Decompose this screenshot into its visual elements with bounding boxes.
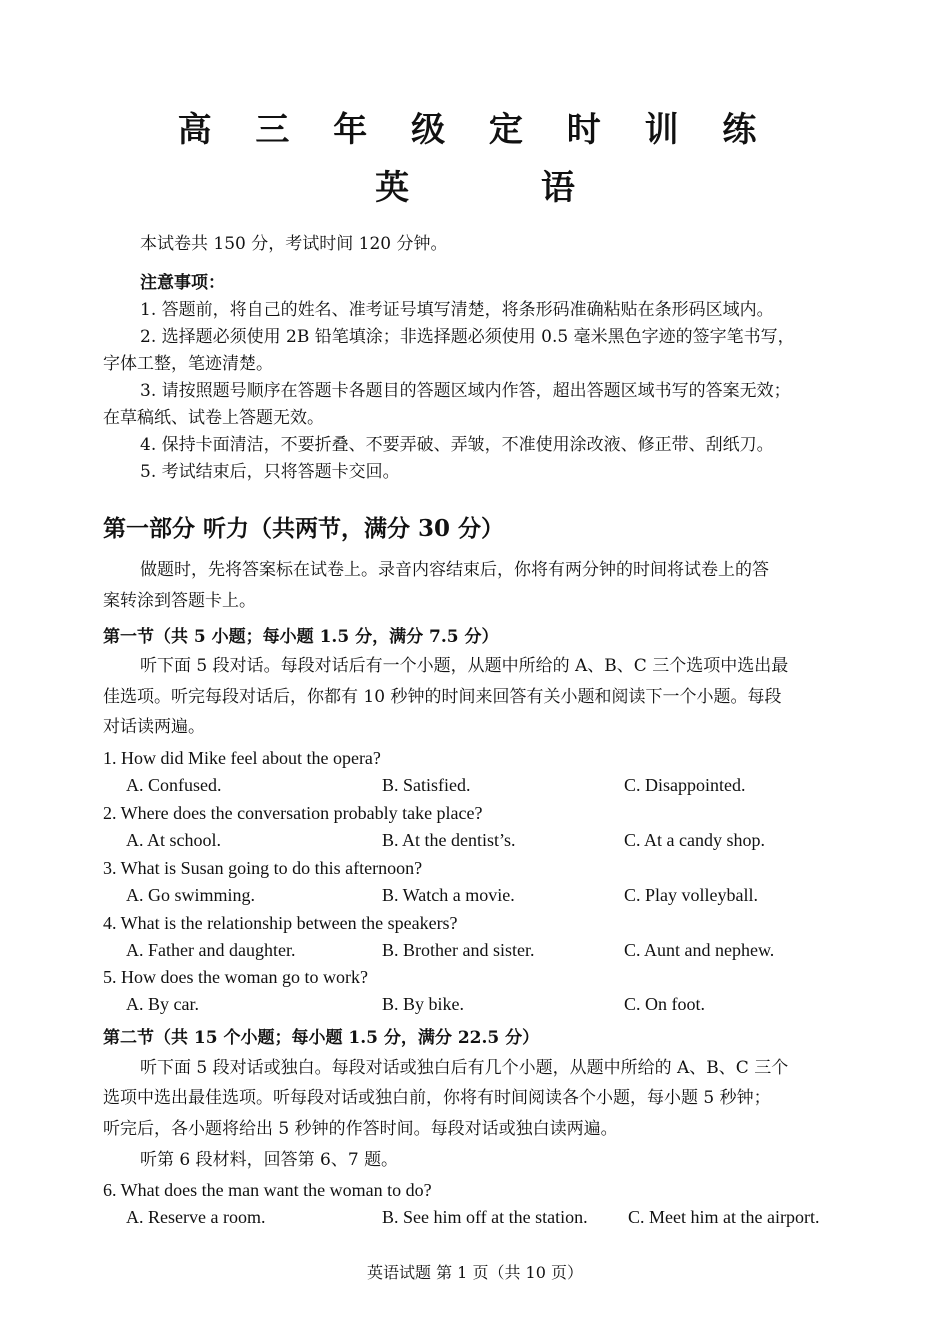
option-b: B. At the dentist’s. <box>382 830 516 850</box>
option-a: A. Reserve a room. <box>126 1207 266 1227</box>
part1-instruction: 案转涂到答题卡上。 <box>103 591 256 611</box>
option-c: C. Aunt and nephew. <box>624 940 775 960</box>
part1-heading: 第一部分 听力（共两节，满分 30 分） <box>103 515 505 542</box>
section1-instruction: 对话读两遍。 <box>103 717 205 737</box>
option-b: B. Watch a movie. <box>382 885 515 905</box>
question-stem: 4. What is the relationship between the speakers? <box>103 913 458 933</box>
note-item: 2. 选择题必须使用 2B 铅笔填涂；非选择题必须使用 0.5 毫米黑色字迹的签字笔书写， <box>140 327 795 347</box>
question-stem: 6. What does the man want the woman to do? <box>103 1180 432 1200</box>
note-item: 1. 答题前，将自己的姓名、准考证号填写清楚，将条形码准确粘贴在条形码区域内。 <box>140 300 774 320</box>
section1-instruction: 佳选项。听完每段对话后，你都有 10 秒钟的时间来回答有关小题和阅读下一个小题。每段 <box>103 687 782 707</box>
note-item: 4. 保持卡面清洁，不要折叠、不要弄破、弄皱，不准使用涂改液、修正带、刮纸刀。 <box>140 435 774 455</box>
material-note: 听第 6 段材料，回答第 6、7 题。 <box>140 1150 399 1170</box>
exam-title: 高 三 年 级 定 时 训 练 <box>177 110 773 150</box>
subject-title: 英 语 <box>375 168 635 208</box>
notes-heading: 注意事项： <box>140 273 225 293</box>
section2-instruction: 听完后，各小题将给出 5 秒钟的作答时间。每段对话或独白读两遍。 <box>103 1119 618 1139</box>
option-c: C. On foot. <box>624 994 705 1014</box>
note-item: 5. 考试结束后，只将答题卡交回。 <box>140 462 400 482</box>
note-item-continued: 在草稿纸、试卷上答题无效。 <box>103 408 324 428</box>
option-c: C. Disappointed. <box>624 775 746 795</box>
section1-instruction: 听下面 5 段对话。每段对话后有一个小题，从题中所给的 A、B、C 三个选项中选出最 <box>140 656 789 676</box>
question-stem: 5. How does the woman go to work? <box>103 967 368 987</box>
section2-instruction: 选项中选出最佳选项。听每段对话或独白前，你将有时间阅读各个小题，每小题 5 秒钟； <box>103 1088 771 1108</box>
question-stem: 2. Where does the conversation probably take place? <box>103 803 483 823</box>
option-a: A. Father and daughter. <box>126 940 296 960</box>
option-a: A. Confused. <box>126 775 222 795</box>
note-item-continued: 字体工整，笔迹清楚。 <box>103 354 273 374</box>
option-c: C. Play volleyball. <box>624 885 758 905</box>
option-b: B. See him off at the station. <box>382 1207 588 1227</box>
option-b: B. Satisfied. <box>382 775 471 795</box>
section1-heading: 第一节（共 5 小题；每小题 1.5 分，满分 7.5 分） <box>103 627 499 647</box>
option-b: B. By bike. <box>382 994 465 1014</box>
exam-intro: 本试卷共 150 分，考试时间 120 分钟。 <box>140 234 448 254</box>
question-stem: 1. How did Mike feel about the opera? <box>103 748 381 768</box>
question-stem: 3. What is Susan going to do this afternoon? <box>103 858 423 878</box>
section2-instruction: 听下面 5 段对话或独白。每段对话或独白后有几个小题，从题中所给的 A、B、C 三个 <box>140 1058 789 1078</box>
option-b: B. Brother and sister. <box>382 940 535 960</box>
option-a: A. Go swimming. <box>126 885 256 905</box>
note-item: 3. 请按照题号顺序在答题卡各题目的答题区域内作答，超出答题区域书写的答案无效； <box>140 381 791 401</box>
option-c: C. Meet him at the airport. <box>628 1207 820 1227</box>
option-c: C. At a candy shop. <box>624 830 765 850</box>
page-footer: 英语试题 第 1 页（共 10 页） <box>367 1263 583 1282</box>
option-a: A. At school. <box>126 830 222 850</box>
section2-heading: 第二节（共 15 个小题；每小题 1.5 分，满分 22.5 分） <box>103 1028 540 1048</box>
option-a: A. By car. <box>126 994 199 1014</box>
part1-instruction: 做题时，先将答案标在试卷上。录音内容结束后，你将有两分钟的时间将试卷上的答 <box>140 560 769 580</box>
